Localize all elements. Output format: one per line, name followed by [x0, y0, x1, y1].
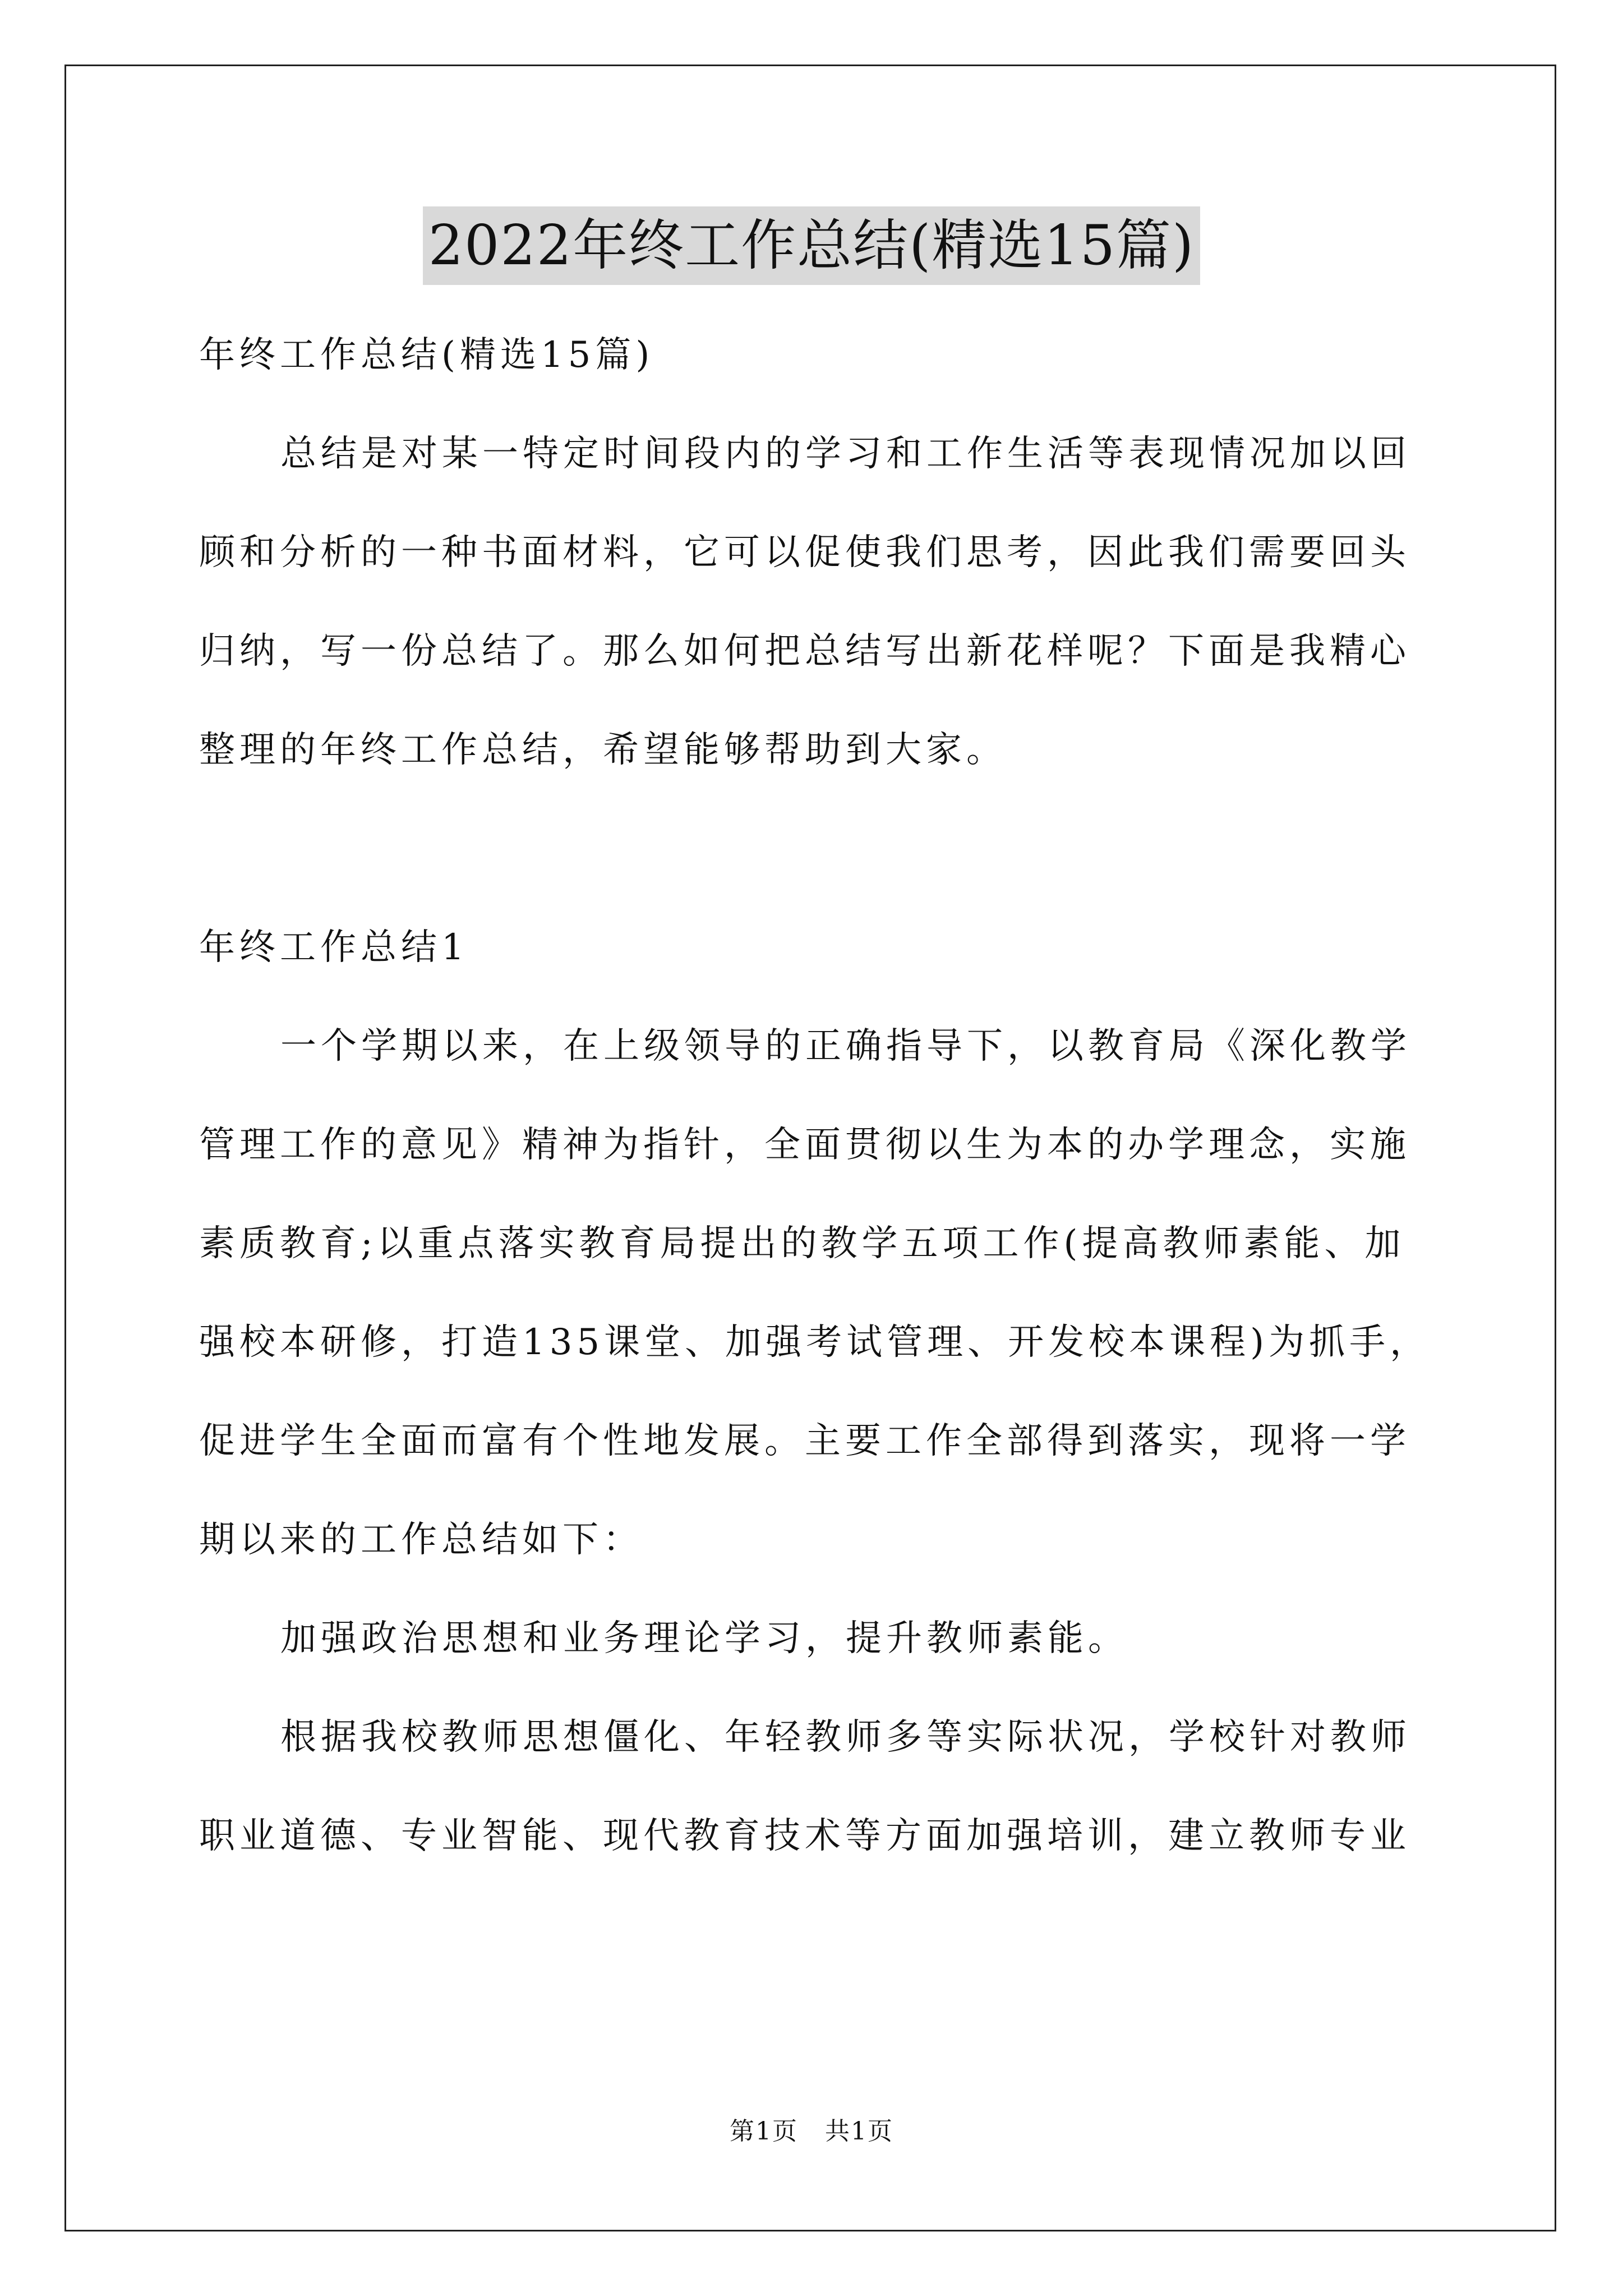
intro-line: 顾和分析的一种书面材料，它可以促使我们思考，因此我们需要回头	[199, 532, 1410, 573]
section-line: 管理工作的意见》精神为指针，全面贯彻以生为本的办学理念，实施	[199, 1124, 1410, 1166]
point-heading: 加强政治思想和业务理论学习，提升教师素能。	[280, 1618, 1128, 1659]
section-line: 一个学期以来，在上级领导的正确指导下，以教育局《深化教学	[280, 1025, 1411, 1067]
document-body	[199, 306, 1438, 1885]
intro-line: 总结是对某一特定时间段内的学习和工作生活等表现情况加以回	[280, 433, 1411, 475]
intro-line: 归纳，写一份总结了。那么如何把总结写出新花样呢？下面是我精心	[199, 631, 1410, 672]
section-heading: 年终工作总结1	[199, 927, 469, 968]
point-line: 职业道德、专业智能、现代教育技术等方面加强培训，建立教师专业	[199, 1815, 1410, 1857]
intro-line: 整理的年终工作总结，希望能够帮助到大家。	[199, 729, 1007, 771]
title-container	[0, 206, 1623, 285]
section-line: 促进学生全面而富有个性地发展。主要工作全部得到落实，现将一学	[199, 1420, 1410, 1462]
page-number: 第1页	[730, 2117, 798, 2146]
subtitle: 年终工作总结(精选15篇)	[199, 334, 654, 376]
page-total: 共1页	[825, 2117, 893, 2146]
point-line: 根据我校教师思想僵化、年轻教师多等实际状况，学校针对教师	[280, 1717, 1411, 1758]
document-title: 2022年终工作总结(精选15篇)	[423, 206, 1201, 285]
paragraph-gap	[199, 799, 1438, 898]
section-line: 期以来的工作总结如下：	[199, 1519, 643, 1561]
section-line: 强校本研修，打造135课堂、加强考试管理、开发校本课程)为抓手，	[199, 1322, 1431, 1363]
section-line: 素质教育;以重点落实教育局提出的教学五项工作(提高教师素能、加	[199, 1223, 1405, 1264]
page-footer	[0, 2115, 1623, 2148]
